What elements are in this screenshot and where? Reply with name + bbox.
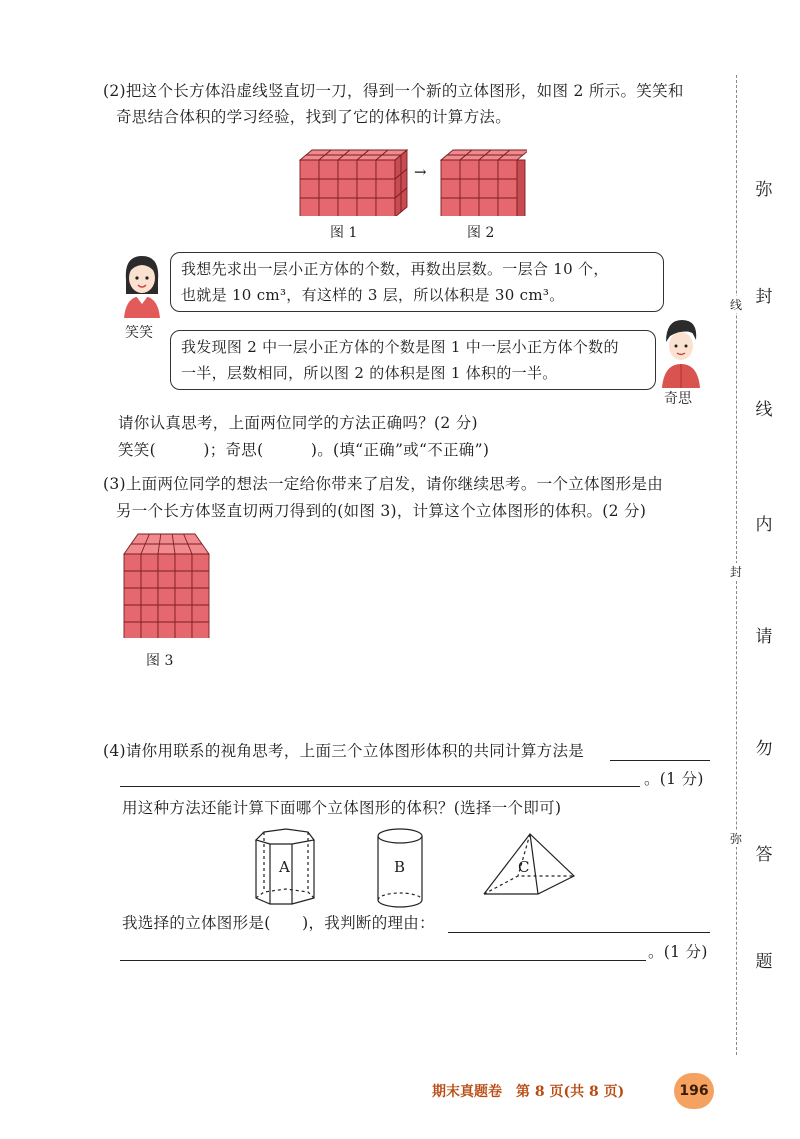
margin-char-6: 勿 xyxy=(755,739,773,759)
qisi-speech-bubble xyxy=(170,330,656,390)
q2-text-line2: 奇思结合体积的学习经验，找到了它的体积的计算方法。 xyxy=(116,108,512,126)
qisi-name: 奇思 xyxy=(664,391,692,407)
figure-2-cut-solid xyxy=(437,136,527,216)
xiaoxiao-avatar xyxy=(118,250,166,318)
figure-1-caption: 图 1 xyxy=(330,225,358,241)
q4-reason-line-2[interactable] xyxy=(120,960,646,961)
margin-char-5: 请 xyxy=(755,627,773,647)
xiaoxiao-speech-bubble xyxy=(170,252,664,312)
qisi-avatar xyxy=(658,316,702,388)
seal-mark-xian: 线 xyxy=(729,298,742,312)
q4-line1-score: 。(1 分) xyxy=(644,770,704,788)
margin-char-8: 题 xyxy=(755,952,773,972)
q4-answer-line-1[interactable] xyxy=(610,760,710,761)
seal-mark-mi: 弥 xyxy=(729,832,742,846)
qisi-speech-line1: 我发现图 2 中一层小正方体的个数是图 1 中一层小正方体个数的 xyxy=(181,338,619,356)
figure-2-caption: 图 2 xyxy=(467,225,495,241)
q3-text-line1: (3)上面两位同学的想法一定给你带来了启发，请你继续思考。一个立体图形是由 xyxy=(103,475,664,493)
figure-1-cuboid xyxy=(296,136,414,216)
q3-text-line2: 另一个长方体竖直切两刀得到的(如图 3)，计算这个立体图形的体积。(2 分) xyxy=(116,502,647,520)
xiaoxiao-speech-line2: 也就是 10 cm³，有这样的 3 层，所以体积是 30 cm³。 xyxy=(181,286,565,304)
q4-answer-line-2[interactable] xyxy=(120,786,640,787)
page-number-badge: 196 xyxy=(674,1073,714,1109)
margin-char-4: 内 xyxy=(755,515,773,535)
seal-mark-feng: 封 xyxy=(729,565,742,579)
xiaoxiao-name: 笑笑 xyxy=(125,325,153,341)
shape-c-label: C xyxy=(518,858,530,876)
margin-char-1: 弥 xyxy=(755,180,773,200)
q4-choose-text: 我选择的立体图形是( )，我判断的理由： xyxy=(122,914,435,932)
q4-text-line1: (4)请你用联系的视角思考，上面三个立体图形体积的共同计算方法是 xyxy=(103,742,585,760)
shape-a-label: A xyxy=(279,858,290,876)
xiaoxiao-speech-line1: 我想先求出一层小正方体的个数，再数出层数。一层合 10 个， xyxy=(181,260,609,278)
shape-b-label: B xyxy=(394,858,406,876)
q4-choose-score: 。(1 分) xyxy=(648,943,708,961)
shape-c-pyramid xyxy=(478,830,582,900)
arrow-icon: → xyxy=(414,163,427,181)
q4-text-line2: 用这种方法还能计算下面哪个立体图形的体积？(选择一个即可) xyxy=(122,799,562,817)
margin-char-2: 封 xyxy=(755,287,773,307)
q4-reason-line-1[interactable] xyxy=(448,932,710,933)
q2-ask: 请你认真思考，上面两位同学的方法正确吗？(2 分) xyxy=(118,414,478,432)
footer-page-info: 期末真题卷 第 8 页(共 8 页) xyxy=(432,1084,625,1100)
qisi-speech-line2: 一半，层数相同，所以图 2 的体积是图 1 体积的一半。 xyxy=(181,364,558,382)
figure-3-solid xyxy=(120,528,212,638)
margin-char-7: 答 xyxy=(755,845,773,865)
figure-3-caption: 图 3 xyxy=(146,653,174,669)
margin-char-3: 线 xyxy=(755,400,773,420)
q2-text-line1: (2)把这个长方体沿虚线竖直切一刀，得到一个新的立体图形，如图 2 所示。笑笑和 xyxy=(103,82,684,100)
q2-answer-blanks[interactable]: 笑笑( )；奇思( )。(填“正确”或“不正确”) xyxy=(118,441,490,459)
